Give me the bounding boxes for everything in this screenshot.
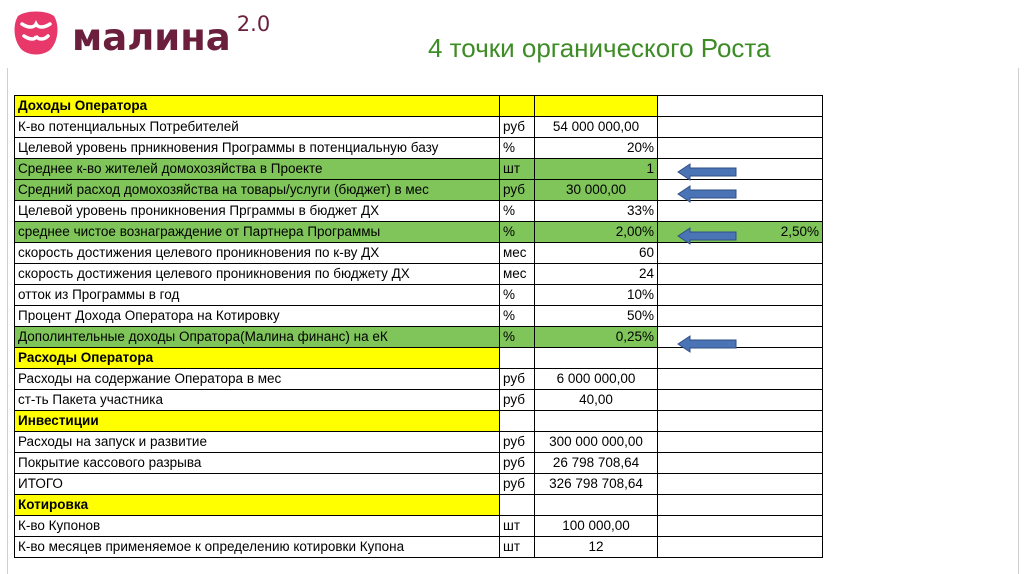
cell-extra: [658, 516, 823, 537]
cell-extra: [658, 537, 823, 558]
table-row: [15, 369, 823, 390]
cell-label: Целевой уровень прникновения Программы в потенциальную базу: [15, 138, 500, 159]
cell-label: Целевой уровень проникновения Прграммы в бюджет ДХ: [15, 201, 500, 222]
cell-unit: руб: [500, 453, 535, 474]
section-header-row: [15, 495, 823, 516]
cell-unit: шт: [500, 159, 535, 180]
table-row: [15, 306, 823, 327]
cell-unit: шт: [500, 537, 535, 558]
cell-label: Расходы на запуск и развитие: [15, 432, 500, 453]
cell-unit: %: [500, 285, 535, 306]
divider-right: [1018, 68, 1019, 574]
cell-label: Средний расход домохозяйства на товары/услуги (бюджет) в мес: [15, 180, 500, 201]
cell-value: 0,25%: [535, 327, 658, 348]
cell-unit: %: [500, 201, 535, 222]
cell-label: К-во потенциальных Потребителей: [15, 117, 500, 138]
table-row: [15, 537, 823, 558]
cell-label: Расходы Оператора: [15, 348, 500, 369]
cell-unit: [500, 348, 535, 369]
table-row: [15, 138, 823, 159]
cell-label: среднее чистое вознаграждение от Партнера Программы: [15, 222, 500, 243]
cell-label: отток из Программы в год: [15, 285, 500, 306]
cell-extra: [658, 96, 823, 117]
cell-unit: мес: [500, 264, 535, 285]
cell-unit: %: [500, 138, 535, 159]
cell-unit: [500, 495, 535, 516]
cell-unit: шт: [500, 516, 535, 537]
cell-label: Среднее к-во жителей домохозяйства в Проекте: [15, 159, 500, 180]
cell-value: 30 000,00: [535, 180, 658, 201]
cell-value: [535, 411, 658, 432]
cell-value: [535, 96, 658, 117]
cell-label: ст-ть Пакета участника: [15, 390, 500, 411]
arrow-left-icon: [676, 226, 738, 246]
cell-value: 50%: [535, 306, 658, 327]
cell-unit: руб: [500, 180, 535, 201]
cell-label: Расходы на содержание Оператора в мес: [15, 369, 500, 390]
cell-label: ИТОГО: [15, 474, 500, 495]
raspberry-logo-icon: [12, 8, 60, 56]
brand-name: малина: [72, 16, 231, 59]
cell-extra: [658, 264, 823, 285]
cell-unit: руб: [500, 474, 535, 495]
cell-value: [535, 495, 658, 516]
cell-value: 10%: [535, 285, 658, 306]
table-row: [15, 390, 823, 411]
brand-logo: [12, 8, 270, 59]
brand-version: 2.0: [236, 12, 271, 36]
cell-value: 60: [535, 243, 658, 264]
cell-label: Дополинтельные доходы Опратора(Малина финанс) на еК: [15, 327, 500, 348]
cell-unit: [500, 411, 535, 432]
cell-label: скорость достижения целевого проникновения по бюджету ДХ: [15, 264, 500, 285]
cell-label: Процент Дохода Оператора на Котировку: [15, 306, 500, 327]
section-header-row: [15, 411, 823, 432]
cell-extra: [658, 285, 823, 306]
cell-unit: мес: [500, 243, 535, 264]
cell-value: 40,00: [535, 390, 658, 411]
cell-value: 300 000 000,00: [535, 432, 658, 453]
arrow-left-icon: [676, 334, 738, 354]
cell-value: 2,00%: [535, 222, 658, 243]
cell-value: 326 798 708,64: [535, 474, 658, 495]
cell-extra: [658, 138, 823, 159]
table-row: [15, 516, 823, 537]
page-title: 4 точки органического Роста: [428, 33, 771, 63]
cell-extra: [658, 306, 823, 327]
cell-unit: %: [500, 222, 535, 243]
cell-extra: [658, 369, 823, 390]
cell-value: 26 798 708,64: [535, 453, 658, 474]
table-row: [15, 285, 823, 306]
arrow-left-icon: [676, 184, 738, 204]
cell-extra: [658, 474, 823, 495]
cell-value: 54 000 000,00: [535, 117, 658, 138]
cell-unit: руб: [500, 369, 535, 390]
cell-unit: руб: [500, 117, 535, 138]
cell-value: 12: [535, 537, 658, 558]
cell-value: 33%: [535, 201, 658, 222]
cell-label: скорость достижения целевого проникновения по к-ву ДХ: [15, 243, 500, 264]
cell-unit: [500, 96, 535, 117]
cell-value: 100 000,00: [535, 516, 658, 537]
cell-label: Доходы Оператора: [15, 96, 500, 117]
cell-extra: [658, 453, 823, 474]
cell-label: Котировка: [15, 495, 500, 516]
cell-extra: [658, 390, 823, 411]
cell-value: 6 000 000,00: [535, 369, 658, 390]
table-row: [15, 432, 823, 453]
cell-extra: [658, 117, 823, 138]
table-row: [15, 264, 823, 285]
cell-unit: руб: [500, 390, 535, 411]
table-row: [15, 453, 823, 474]
cell-value: [535, 348, 658, 369]
cell-value: 24: [535, 264, 658, 285]
divider-left: [7, 68, 8, 574]
cell-value: 1: [535, 159, 658, 180]
cell-label: Инвестиции: [15, 411, 500, 432]
cell-label: К-во месяцев применяемое к определению котировки Купона: [15, 537, 500, 558]
cell-unit: %: [500, 306, 535, 327]
cell-extra: [658, 495, 823, 516]
cell-extra: [658, 432, 823, 453]
cell-unit: %: [500, 327, 535, 348]
table-row: [15, 474, 823, 495]
cell-extra: 2,50%: [658, 222, 823, 243]
section-header-row: [15, 96, 823, 117]
cell-unit: руб: [500, 432, 535, 453]
cell-extra: [658, 411, 823, 432]
cell-label: Покрытие кассового разрыва: [15, 453, 500, 474]
cell-label: К-во Купонов: [15, 516, 500, 537]
arrow-left-icon: [676, 162, 738, 182]
cell-value: 20%: [535, 138, 658, 159]
table-row: [15, 117, 823, 138]
